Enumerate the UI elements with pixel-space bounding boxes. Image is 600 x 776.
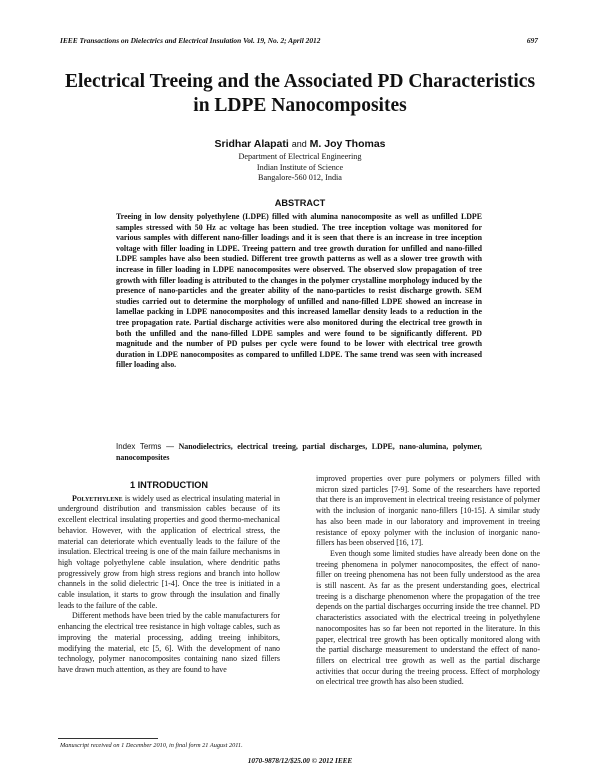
- author-conjunction: and: [291, 139, 307, 149]
- right-column: [316, 474, 540, 688]
- left-column: [58, 480, 280, 676]
- author-1: Sridhar Alapati: [214, 138, 289, 150]
- running-head: [60, 36, 538, 45]
- intro-paragraph-1: [58, 494, 280, 612]
- abstract-heading: ABSTRACT: [274, 198, 326, 208]
- footnote: Manuscript received on 1 December 2010, in final form 21 August 2011.: [60, 742, 243, 749]
- author-line: [0, 138, 600, 150]
- section-heading-introduction: 1 INTRODUCTION: [129, 480, 209, 490]
- affiliation-dept: Department of Electrical Engineering: [238, 152, 362, 161]
- author-2: M. Joy Thomas: [309, 138, 386, 150]
- index-terms-label: Index Terms —: [116, 442, 175, 451]
- right-paragraph-2: Even though some limited studies have already been done on the treeing phenomena in polymer nanocomposites, the effect of nano-filler on treeing phenomena has not been fully understood as the area is still nascent. As far as the present understanding goes, electrical treeing is a discharge phenomenon where the propagation of the tree depends on the partial discharges occurring inside the tree channel. PD characteristics associated with the electrical treeing in polyethylene nanocomposites has so far been not reported in the literature. In this paper, electrical tree growth has been optically monitored along with the partial discharge measurement to understand the effect of nano-fillers on electrical tree growth as well as the partial discharge activities that occur during the treeing process. Effect of morphology on electrical tree growth has also been studied.: [316, 548, 540, 687]
- copyright-footer: 1070-9878/12/$25.00 © 2012 IEEE: [247, 757, 353, 765]
- affiliation-city: Bangalore-560 012, India: [258, 173, 342, 183]
- intro-paragraph-1-text: is widely used as electrical insulating material in underground distribution and transmission cables because of its excellent electrical insulating properties and good thermo-mechanical behavior. However, with the application of electrical stress, the material can deteriorate which eventually leads to the failure of the insulation. Electrical treeing is one of the main failure mechanisms in high voltage polyethylene cable insulation, where dendritic paths progressively grow from high stress regions and branch into hollow channels in the solid dielectric [1-4]. Once the tree is initiated in a cable insulation, it starts to grow through the insulation and finally leads to the failure of the cable.: [58, 493, 280, 610]
- title-line-1: Electrical Treeing and the Associated PD Characteristics: [64, 71, 536, 92]
- footnote-rule: [58, 738, 158, 739]
- paper-title: [40, 70, 560, 118]
- intro-lead-word: Polyethylene: [72, 493, 123, 503]
- affiliation-institute: Indian Institute of Science: [256, 162, 344, 172]
- right-paragraph-1: improved properties over pure polymers or polymers filled with micron sized particles [7-9]. Some of the researchers have reported that there is an improvement in electrical treeing resistance of polymer with the inclusion of inorganic nano-fillers [10-15]. A similar study has also been made in our laboratory and improvement in treeing resistance of epoxy polymer with the inclusion of inorganic nano-fillers has been observed [16, 17].: [316, 474, 540, 548]
- abstract-text: Treeing in low density polyethylene (LDPE) filled with alumina nanocomposite as well as unfilled LDPE samples stressed with 50 Hz ac voltage has been studied. The tree inception voltage was monitored for various samples with different nano-filler loadings and it is seen that there is an increase in tree inception voltage with filler loading in LDPE. Treeing pattern and tree growth duration for unfilled and nano-filled LDPE samples have also been studied. Different tree growth patterns as well as a slower tree growth with increase in filler loading in LDPE nanocomposites were observed. The observed slow propagation of tree growth with filler loading is attributed to the changes in the polymer crystalline morphology induced by the presence of nano-particles and the greater ability of the nano-particles to resist discharge growth. SEM studies carried out to determine the morphology of unfilled and nano-filled LDPE showed an increase in lamellae packing in LDPE nanocomposites and this increased lamellar density leads to a reduction in the tree propagation rate. Partial discharge activities were also monitored during the electrical tree growth in both the unfilled and the nano-filled LDPE samples and were found to be significantly different. PD magnitude and the number of PD pulses per cycle were found to be lower with electrical tree growth duration in LDPE nanocomposites as compared to unfilled LDPE. The same trend was seen with increased filler loading also.: [116, 212, 482, 370]
- title-line-2: in LDPE Nanocomposites: [193, 95, 407, 116]
- intro-paragraph-2: Different methods have been tried by the cable manufacturers for enhancing the electrical tree resistance in high voltage cables, such as improving the material processing, adding treeing inhibitors, modifying the material, etc [5, 6]. With the development of nano technology, polymer nanocomposites containing nano sized fillers have drawn much attention, as they are found to have: [58, 611, 280, 674]
- affiliation: [0, 152, 600, 184]
- index-terms-list: Nanodielectrics, electrical treeing, partial discharges, LDPE, nano-alumina, polymer, nanocomposites: [116, 442, 482, 462]
- journal-name: IEEE Transactions on Dielectrics and Electrical Insulation Vol. 19, No. 2; April 2012: [60, 36, 321, 45]
- page-number: 697: [526, 36, 538, 45]
- index-terms: [116, 442, 482, 463]
